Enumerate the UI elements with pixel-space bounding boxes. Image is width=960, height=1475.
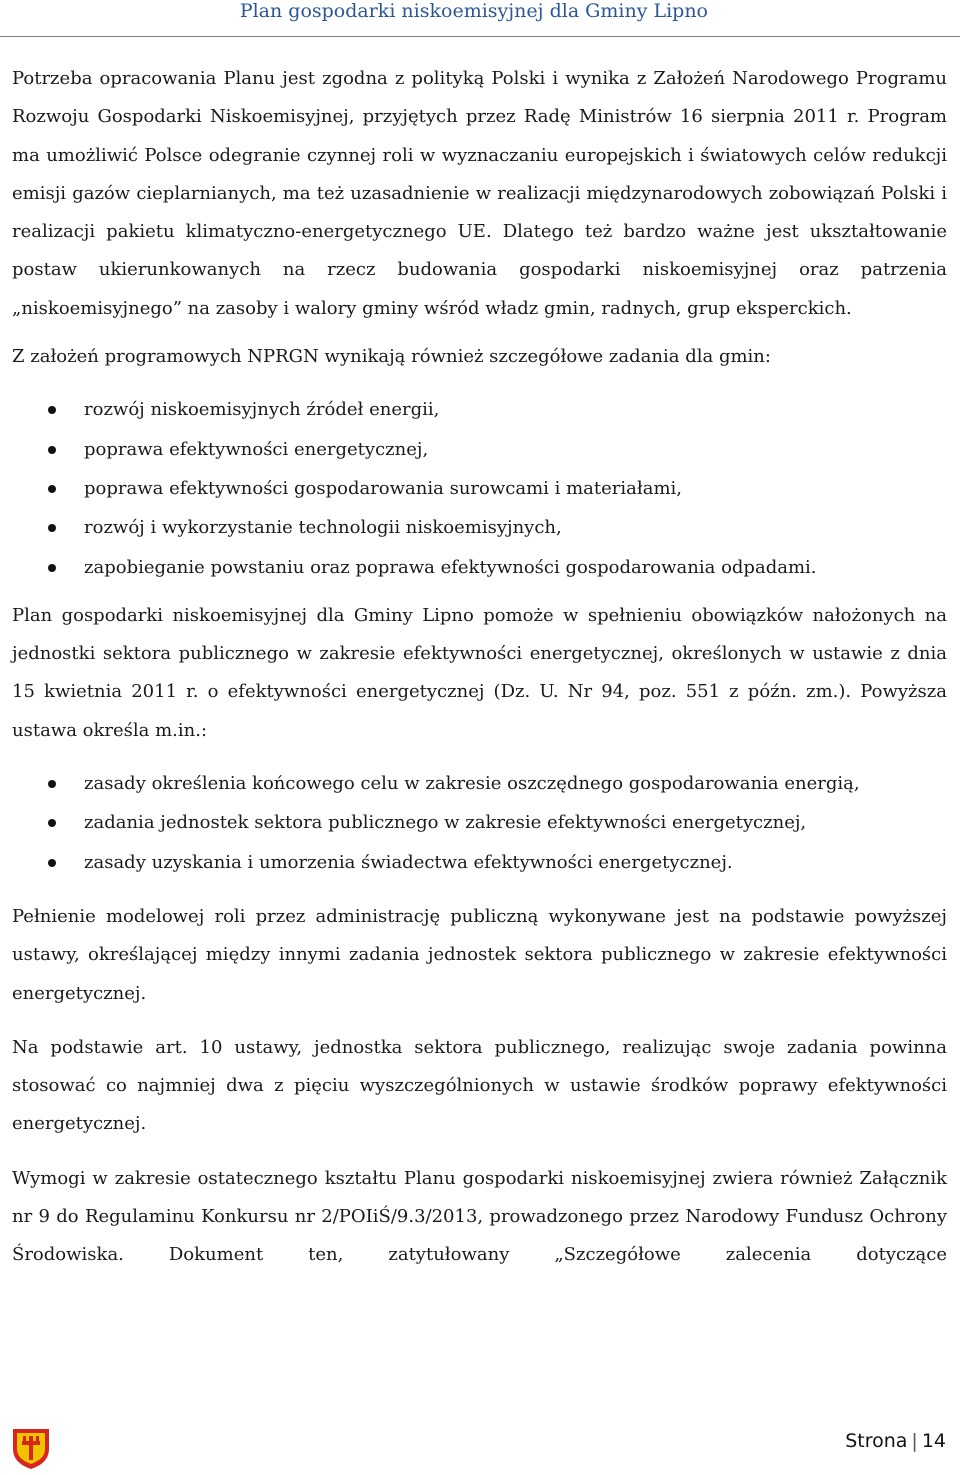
- bullet-icon: [48, 859, 56, 867]
- paragraph-5: Na podstawie art. 10 ustawy, jednostka sektora publicznego, realizując swoje zadania powinna stosować co najmniej dwa z pięciu wyszczególnionych w ustawie środków poprawy efektywności energetycznej.: [12, 1036, 947, 1135]
- document-body: [12, 60, 947, 1275]
- page-label: Strona: [845, 1430, 908, 1452]
- bullet-icon: [48, 564, 56, 572]
- list-item: rozwój i wykorzystanie technologii niskoemisyjnych,: [12, 508, 947, 547]
- paragraph-2: Z założeń programowych NPRGN wynikają również szczegółowe zadania dla gmin:: [12, 346, 771, 368]
- list-item: zasady określenia końcowego celu w zakresie oszczędnego gospodarowania energią,: [12, 764, 947, 803]
- act-provisions-list: [12, 764, 947, 882]
- bullet-icon: [48, 819, 56, 827]
- list-item: rozwój niskoemisyjnych źródeł energii,: [12, 390, 947, 429]
- bullet-icon: [48, 524, 56, 532]
- tasks-list: [12, 390, 947, 586]
- paragraph-3: Plan gospodarki niskoemisyjnej dla Gminy Lipno pomoże w spełnieniu obowiązków nałożonych na jednostki sektora publicznego w zakresie efektywności energetycznej, określonych w ustawie z dnia 15 kwietnia 2011 r. o efektywności energetycznej (Dz. U. Nr 94, poz. 551 z późn. zm.). Powyższa ustawa określa m.in.:: [12, 604, 947, 741]
- page-header: [0, 0, 960, 40]
- list-item: zadania jednostek sektora publicznego w zakresie efektywności energetycznej,: [12, 803, 947, 842]
- bullet-icon: [48, 446, 56, 454]
- list-item: zasady uzyskania i umorzenia świadectwa efektywności energetycznej.: [12, 843, 947, 882]
- header-title: Plan gospodarki niskoemisyjnej dla Gminy Lipno: [239, 0, 708, 22]
- list-item: poprawa efektywności gospodarowania surowcami i materiałami,: [12, 469, 947, 508]
- list-item: zapobieganie powstaniu oraz poprawa efektywności gospodarowania odpadami.: [12, 548, 947, 587]
- paragraph-1: Potrzeba opracowania Planu jest zgodna z polityką Polski i wynika z Założeń Narodowego Programu Rozwoju Gospodarki Niskoemisyjnej, przyjętych przez Radę Ministrów 16 sierpnia 2011 r. Program ma umożliwić Polsce odegranie czynnej roli w wyznaczaniu europejskich i światowych celów redukcji emisji gazów cieplarnianych, ma też uzasadnienie w realizacji międzynarodowych zobowiązań Polski i realizacji pakietu klimatyczno-energetycznego UE. Dlatego też bardzo ważne jest ukształtowanie postaw ukierunkowanych na rzecz budowania gospodarki niskoemisyjnej oraz patrzenia „niskoemisyjnego” na zasoby i walory gminy wśród władz gmin, radnych, grup eksperckich.: [12, 68, 947, 319]
- paragraph-4: Pełnienie modelowej roli przez administrację publiczną wykonywane jest na podstawie powyższej ustawy, określającej między innymi zadania jednostek sektora publicznego w zakresie efektywności energetycznej.: [12, 905, 947, 1004]
- header-divider: [0, 36, 960, 37]
- page-number-value: 14: [921, 1430, 946, 1452]
- list-item: poprawa efektywności energetycznej,: [12, 430, 947, 469]
- page-number: Strona | 14: [845, 1430, 946, 1452]
- bullet-icon: [48, 406, 56, 414]
- bullet-icon: [48, 485, 56, 493]
- bullet-icon: [48, 780, 56, 788]
- municipality-coat-of-arms-icon: [8, 1425, 54, 1471]
- paragraph-6: Wymogi w zakresie ostatecznego kształtu Planu gospodarki niskoemisyjnej zwiera również Załącznik nr 9 do Regulaminu Konkursu nr 2/POIiŚ/9.3/2013, prowadzonego przez Narodowy Fundusz Ochrony Środowiska. Dokument ten, zatytułowany „Szczegółowe zalecenia dotyczące: [12, 1167, 947, 1266]
